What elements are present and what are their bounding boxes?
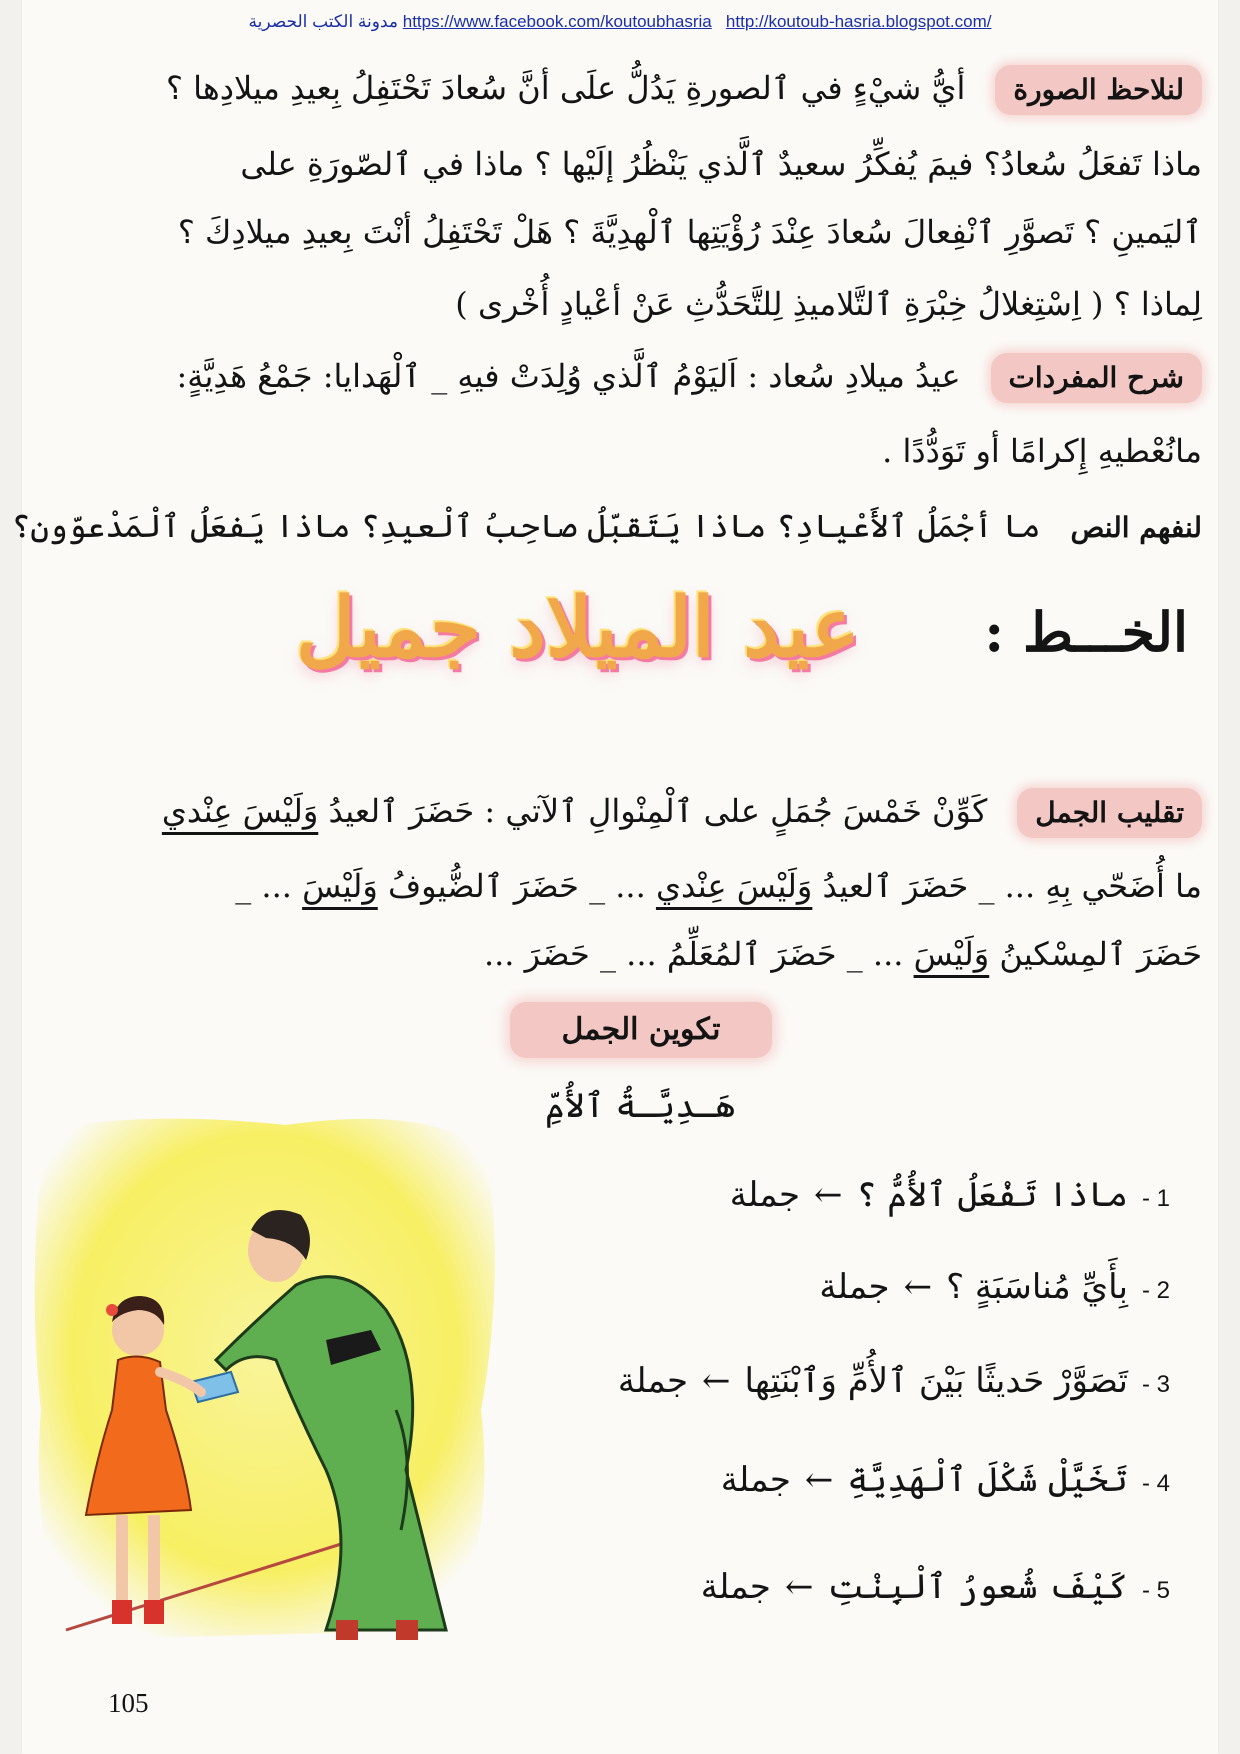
arrow-icon: ← (813, 1175, 843, 1215)
observe-line-3: ٱليَمينِ ؟ تَصوَّرِ ٱنْفِعالَ سُعادَ عِنْدَ رُؤْيَتِها ٱلْهدِيَّةَ ؟ هَلْ تَحْتَفِلُ أنْتَ بِعيدِ ميلادِكَ ؟ (177, 213, 1202, 251)
calligraphy-label: الخـــط : (984, 600, 1188, 664)
vocab-line-1: شرح المفرداتعيدُ ميلادِ سُعاد : اَليَوْمُ ٱلَّذي وُلِدَتْ فيهِ _ ٱلْهَدايا: جَمْعُ هَدِيَّةٍ: (80, 350, 1202, 403)
observe-label: لنلاحظ الصورة (995, 65, 1202, 115)
observe-line-4: لِماذا ؟ ( اِسْتِغلالُ خِبْرَةِ ٱلتَّلاميذِ لِلتَّحَدُّثِ عَنْ أعْيادٍ أُخْرى ) (455, 285, 1202, 323)
transform-line-2: ما أُضَحّي بِهِ ... _ حَضَرَ ٱلعيدُ وَلَيْسَ عِنْدي ... _ حَضَرَ ٱلضُّيوفُ وَلَيْسَ ... _ (235, 867, 1202, 905)
question-5: 5 -كَيْفَ شُعورُ ٱلْبِنْتِ←جملة (700, 1567, 1170, 1607)
question-4: 4 -تَخَيَّلْ شَكْلَ ٱلْهَدِيَّةِ←جملة (720, 1460, 1170, 1500)
vocab-label: شرح المفردات (991, 353, 1202, 403)
vocab-line-2: مانُعْطيهِ إِكرامًا أو تَوَدُّدًا . (882, 432, 1202, 470)
mother-daughter-gift-illustration (26, 1110, 506, 1650)
observe-line-2: ماذا تَفعَلُ سُعادُ؟ فيمَ يُفكِّرُ سعيدٌ ٱلَّذي يَنْظُرُ إلَيْها ؟ ماذا في ٱلصّورَةِ على (240, 145, 1202, 183)
calligraphy-title: عيد الميلاد جميل (295, 580, 860, 676)
transform-line-1: تقليب الجملكَوِّنْ خَمْسَ جُمَلٍ على ٱلْمِنْوالِ ٱلآتي : حَضَرَ ٱلعيدُ وَلَيْسَ عِنْدي (80, 785, 1202, 838)
arrow-icon: ← (784, 1567, 814, 1607)
page-header (0, 12, 1240, 32)
transform-label: تقليب الجمل (1017, 788, 1202, 838)
arrow-icon: ← (702, 1361, 731, 1401)
understand-line: لنفهم النصما أجْمَلُ ٱلأَعْيادِ؟ ماذا يَتَقبّلُ صاحِبُ ٱلْعيدِ؟ ماذا يَفعَلُ ٱلْمَدْعوّون؟ (80, 500, 1202, 553)
understand-label: لنفهم النص (1070, 511, 1202, 544)
question-3: 3 -تَصَوَّرْ حَديثًا بَيْنَ ٱلأُمِّ وَٱبْنَتِها←جملة (617, 1361, 1170, 1401)
arrow-icon: ← (903, 1267, 933, 1307)
page-number: 105 (108, 1688, 149, 1718)
blog-name: مدونة الكتب الحصرية (248, 12, 399, 31)
transform-line-3: حَضَرَ ٱلمِسْكينُ وَلَيْسَ ... _ حَضَرَ ٱلمُعَلِّمُ ... _ حَضَرَ ... (483, 935, 1202, 973)
facebook-link[interactable]: https://www.facebook.com/koutoubhasria (402, 12, 712, 31)
question-2: 2 -بِأَيِّ مُناسَبَةٍ ؟←جملة (819, 1267, 1170, 1307)
story-title: هَـدِيَّـةُ ٱلأُمِّ (544, 1086, 736, 1126)
question-1: 1 -ماذا تَفْعَلُ ٱلأُمُّ ؟←جملة (729, 1175, 1170, 1215)
observe-line-1: لنلاحظ الصورةأيُّ شيْءٍ في ٱلصورةِ يَدُلُّ علَى أنَّ سُعادَ تَحْتَفِلُ بِعيدِ ميلادِها ؟ (80, 62, 1202, 115)
arrow-icon: ← (804, 1460, 834, 1500)
blog-link[interactable]: http://koutoub-hasria.blogspot.com/ (725, 12, 992, 31)
composition-label: تكوين الجمل (510, 1002, 772, 1058)
